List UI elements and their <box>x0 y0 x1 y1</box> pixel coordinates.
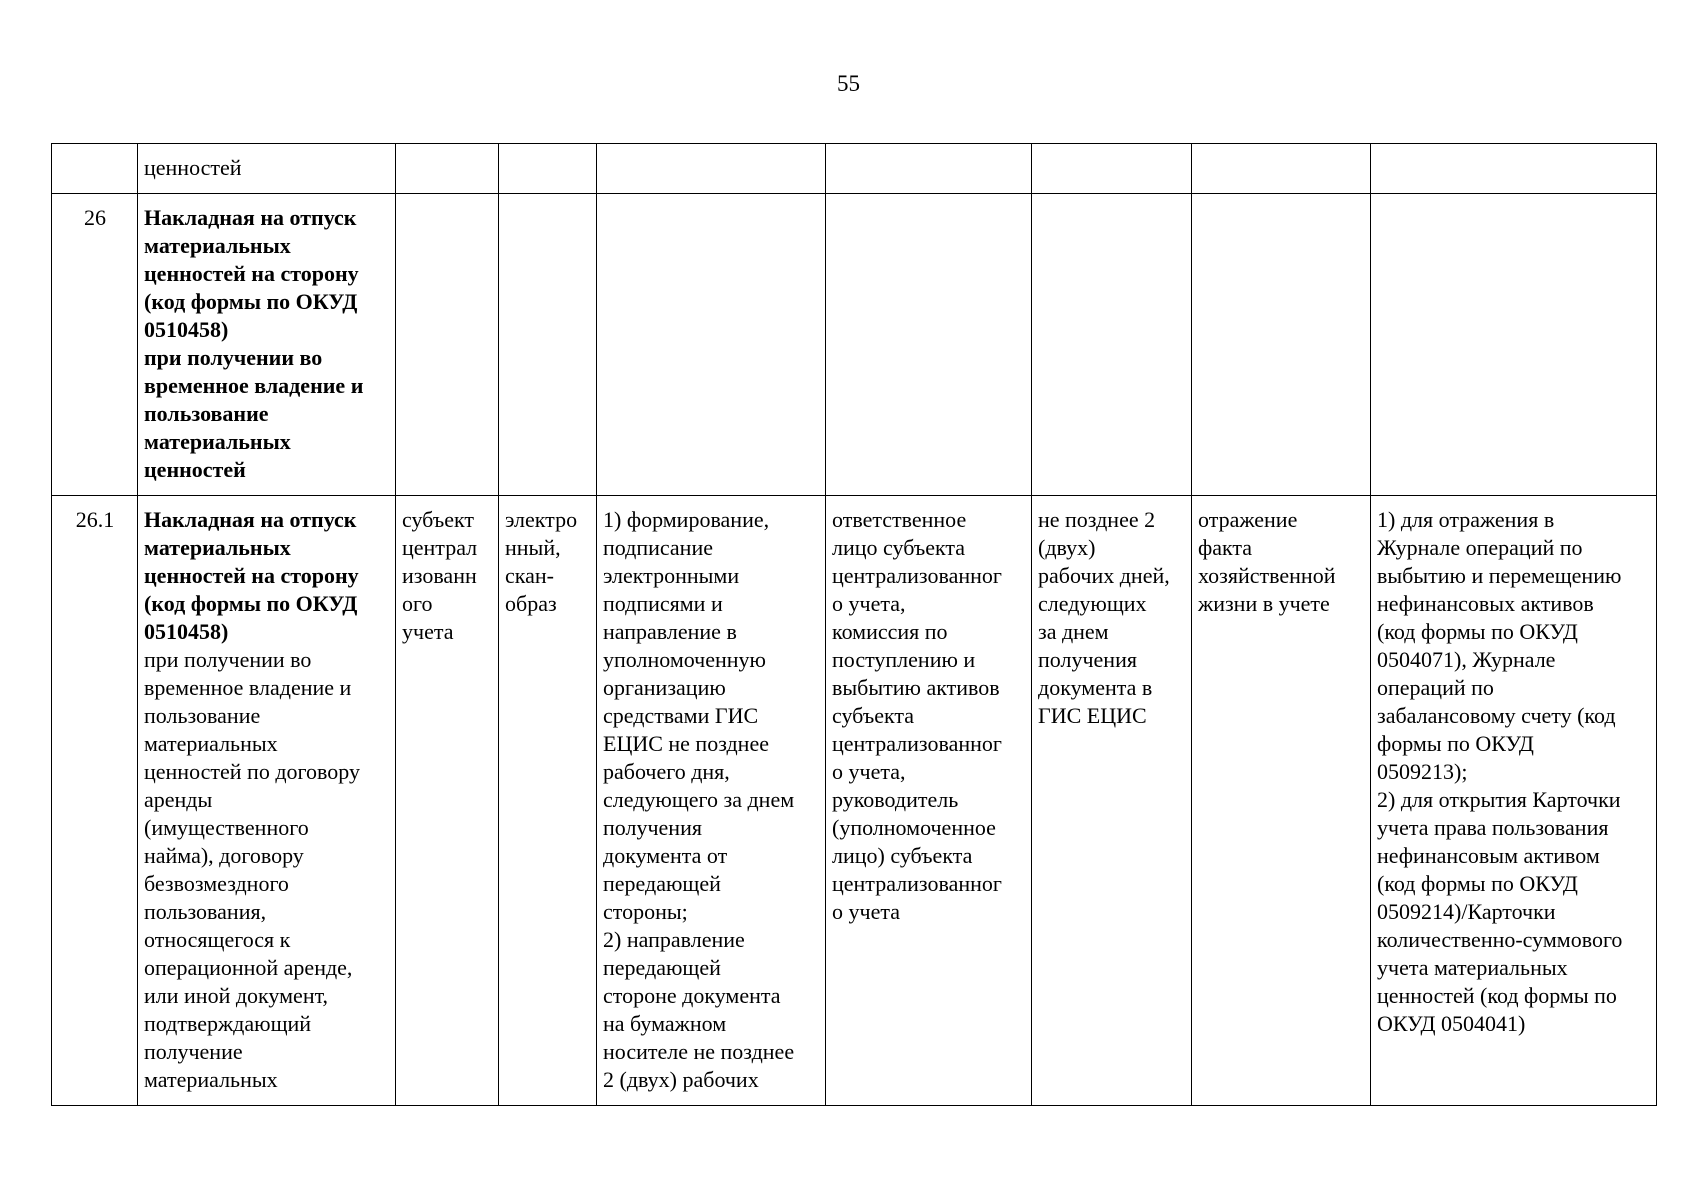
document-name-cell <box>138 194 396 496</box>
document-name-cell <box>138 496 396 1106</box>
row-number-cell: 26.1 <box>52 496 138 1106</box>
purpose-cell <box>1192 194 1371 496</box>
document-name-text: ценностей <box>144 155 242 180</box>
deadline-cell: не позднее 2 (двух) рабочих дней, следующих за днем получения документа в ГИС ЕЦИС <box>1032 496 1192 1106</box>
row-number-cell <box>52 144 138 194</box>
table-row <box>52 496 1657 1106</box>
accounting-registers-cell <box>1371 144 1657 194</box>
responsible-subject-cell <box>396 194 499 496</box>
document-name-bold: Накладная на отпуск материальных ценностей на сторону (код формы по ОКУД 0510458) при получении во временное владение и пользование материальных ценностей <box>144 205 364 482</box>
table-row <box>52 144 1657 194</box>
page-number: 55 <box>837 71 860 96</box>
document-form-cell <box>499 194 597 496</box>
purpose-cell <box>1192 144 1371 194</box>
procedure-cell <box>597 194 826 496</box>
document-form-cell: электро нный, скан- образ <box>499 496 597 1106</box>
deadline-cell <box>1032 144 1192 194</box>
accounting-registers-cell: 1) для отражения в Журнале операций по выбытию и перемещению нефинансовых активов (код формы по ОКУД 0504071), Журнале операций по забалансовому счету (код формы по ОКУД 0509213); 2) для открытия Карточки учета права пользования нефинансовым активом (код формы по ОКУД 0509214)/Карточки количественно-суммового учета материальных ценностей (код формы по ОКУД 0504041) <box>1371 496 1657 1106</box>
document-form-cell <box>499 144 597 194</box>
responsible-subject-cell <box>396 144 499 194</box>
document-name-text: при получении во временное владение и пользование материальных ценностей по договору аренды (имущественного найма), договору безвозмездного пользования, относящегося к операционной аренде, или иной документ, подтверждающий получение материальных <box>144 647 360 1092</box>
accounting-registers-cell <box>1371 194 1657 496</box>
row-number-cell: 26 <box>52 194 138 496</box>
document-table <box>51 143 1657 1106</box>
responsible-person-cell <box>826 144 1032 194</box>
responsible-person-cell <box>826 194 1032 496</box>
deadline-cell <box>1032 194 1192 496</box>
responsible-subject-cell: субъект централ изованн ого учета <box>396 496 499 1106</box>
purpose-cell: отражение факта хозяйственной жизни в учете <box>1192 496 1371 1106</box>
procedure-cell: 1) формирование, подписание электронными подписями и направление в уполномоченную организацию средствами ГИС ЕЦИС не позднее рабочего дня, следующего за днем получения документа от передающей стороны; 2) направление передающей стороне документа на бумажном носителе не позднее 2 (двух) рабочих <box>597 496 826 1106</box>
document-name-bold: Накладная на отпуск материальных ценностей на сторону (код формы по ОКУД 0510458) <box>144 507 359 644</box>
table-row <box>52 194 1657 496</box>
document-name-cell <box>138 144 396 194</box>
responsible-person-cell: ответственное лицо субъекта централизованног о учета, комиссия по поступлению и выбытию активов субъекта централизованног о учета, руководитель (уполномоченное лицо) субъекта централизованног о учета <box>826 496 1032 1106</box>
procedure-cell <box>597 144 826 194</box>
